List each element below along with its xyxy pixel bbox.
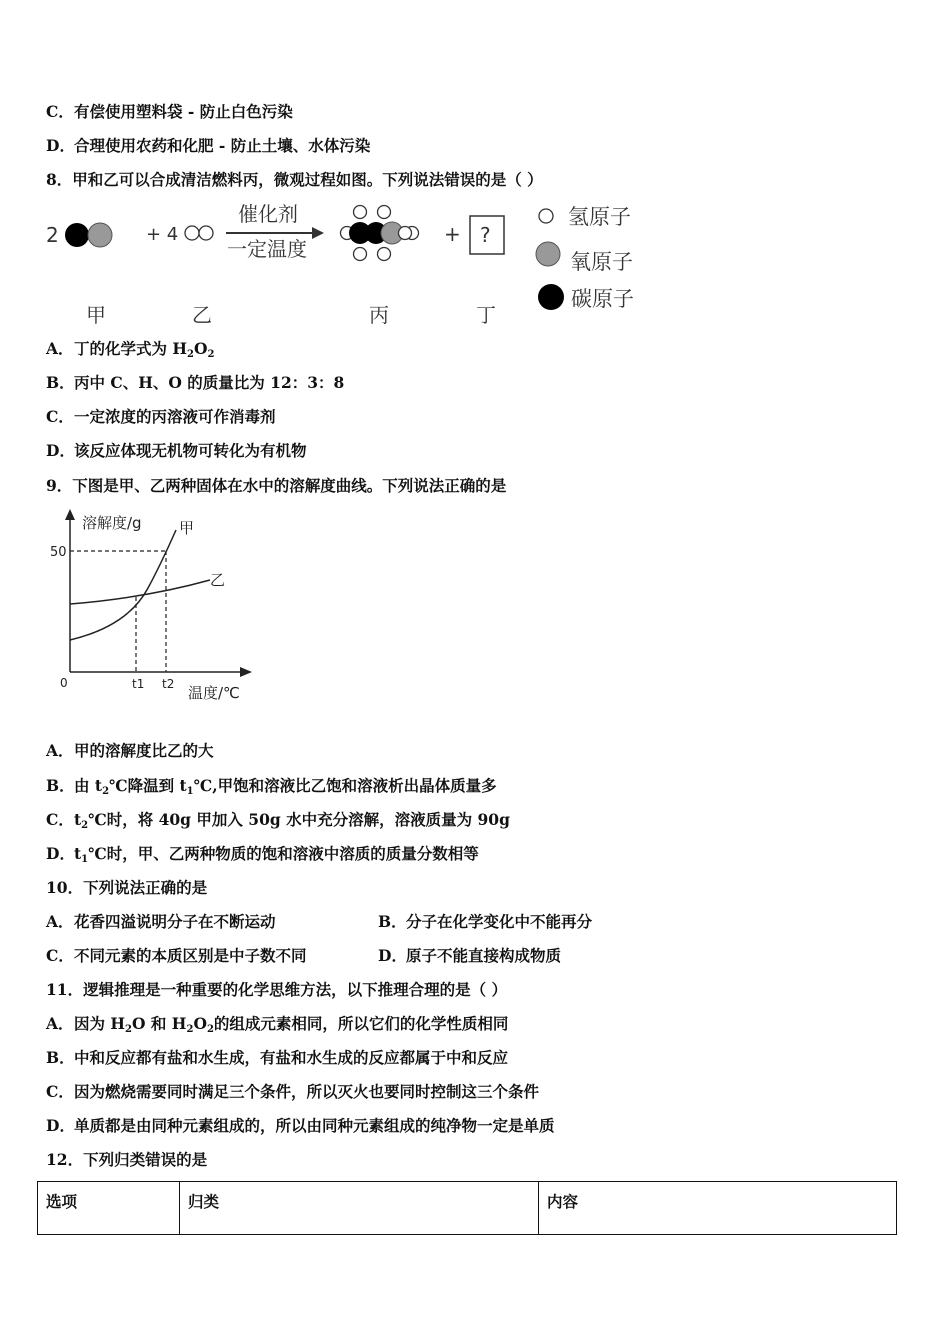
x-tick-label-t2: t2 — [162, 677, 175, 691]
origin-label: 0 — [60, 676, 68, 690]
q9-option-d: D．$t_1℃$时，甲、乙两种物质的饱和溶液中溶质的质量分数相等 — [46, 844, 479, 865]
q10-option-d: D．原子不能直接构成物质 — [378, 946, 562, 965]
q11-stem: 11．逻辑推理是一种重要的化学思维方法，以下推理合理的是（ ） — [46, 980, 507, 999]
name-yi: 乙 — [192, 303, 212, 327]
q9-option-a: A．甲的溶解度比乙的大 — [46, 741, 214, 760]
coef-yi: + 4 — [146, 224, 179, 245]
legend-carbon-icon — [538, 284, 564, 310]
q9-option-c: C．$t_2℃$时，将 40g 甲加入 50g 水中充分溶解，溶液质量为 90g — [46, 810, 510, 831]
solubility-chart — [40, 506, 270, 706]
legend-hydrogen-icon — [539, 209, 553, 223]
unknown-mark: ? — [480, 223, 491, 247]
coef-jia: 2 — [46, 223, 59, 247]
q7-option-d: D．合理使用农药和化肥 - 防止土壤、水体污染 — [46, 136, 371, 155]
q11-option-c: C．因为燃烧需要同时满足三个条件，所以灭火也要同时控制这三个条件 — [46, 1082, 540, 1101]
series-label-yi: 乙 — [210, 571, 226, 589]
y-axis-label: 溶解度/g — [82, 514, 142, 532]
x-tick-label-t1: t1 — [132, 677, 145, 691]
table-header-category: 归类 — [180, 1182, 539, 1235]
legend-oxygen-icon — [536, 242, 560, 266]
q8-option-b: B．丙中 C、H、O 的质量比为 12：3：8 — [46, 373, 345, 392]
q11-option-b: B．中和反应都有盐和水生成，有盐和水生成的反应都属于中和反应 — [46, 1048, 509, 1067]
q8-reaction-diagram — [40, 196, 650, 336]
curve-jia — [70, 530, 176, 640]
q12-table — [37, 1181, 897, 1235]
q10-option-c: C．不同元素的本质区别是中子数不同 — [46, 946, 307, 965]
carbon-atom — [65, 223, 89, 247]
series-label-jia: 甲 — [179, 519, 195, 537]
legend-hydrogen-label: 氢原子 — [568, 205, 631, 229]
table-header-option: 选项 — [38, 1182, 180, 1235]
arrow-top-label: 催化剂 — [238, 202, 298, 226]
q8-option-d: D．该反应体现无机物可转化为有机物 — [46, 441, 307, 460]
q12-stem: 12．下列归类错误的是 — [46, 1150, 208, 1169]
name-ding: 丁 — [476, 303, 496, 327]
q11-option-a: A．因为 $H_2O$ 和 $H_2O_2$的组成元素相同，所以它们的化学性质相同 — [46, 1014, 509, 1035]
q8-stem: 8．甲和乙可以合成清洁燃料丙，微观过程如图。下列说法错误的是（ ） — [46, 170, 543, 189]
plus-sign: + — [444, 222, 461, 246]
q8-option-a: A．丁的化学式为 $H_2O_2$ — [46, 339, 215, 360]
hydrogen-atom — [185, 226, 199, 240]
oxygen-atom — [88, 223, 112, 247]
q9-stem: 9．下图是甲、乙两种固体在水中的溶解度曲线。下列说法正确的是 — [46, 476, 507, 495]
table-header-row — [38, 1182, 897, 1235]
q10-options-row-1 — [46, 912, 276, 932]
table-header-content: 内容 — [539, 1182, 897, 1235]
hydrogen-atom — [199, 226, 213, 240]
q10-option-a: A．花香四溢说明分子在不断运动 — [46, 912, 276, 931]
legend-carbon-label: 碳原子 — [571, 287, 634, 311]
x-axis-label: 温度/℃ — [188, 684, 240, 702]
q7-option-c: C．有偿使用塑料袋 - 防止白色污染 — [46, 102, 293, 121]
y-tick-label-50: 50 — [50, 545, 67, 560]
q10-stem: 10．下列说法正确的是 — [46, 878, 208, 897]
q8-option-c: C．一定浓度的丙溶液可作消毒剂 — [46, 407, 276, 426]
arrow-bottom-label: 一定温度 — [227, 237, 307, 261]
q10-option-b: B．分子在化学变化中不能再分 — [378, 912, 593, 931]
q11-option-d: D．单质都是由同种元素组成的，所以由同种元素组成的纯净物一定是单质 — [46, 1116, 555, 1135]
legend-oxygen-label: 氧原子 — [570, 250, 633, 274]
name-jia: 甲 — [86, 303, 106, 327]
q9-option-b: B．由 $t_2℃$降温到 $t_1℃$,甲饱和溶液比乙饱和溶液析出晶体质量多 — [46, 776, 497, 797]
name-bing: 丙 — [369, 303, 389, 327]
